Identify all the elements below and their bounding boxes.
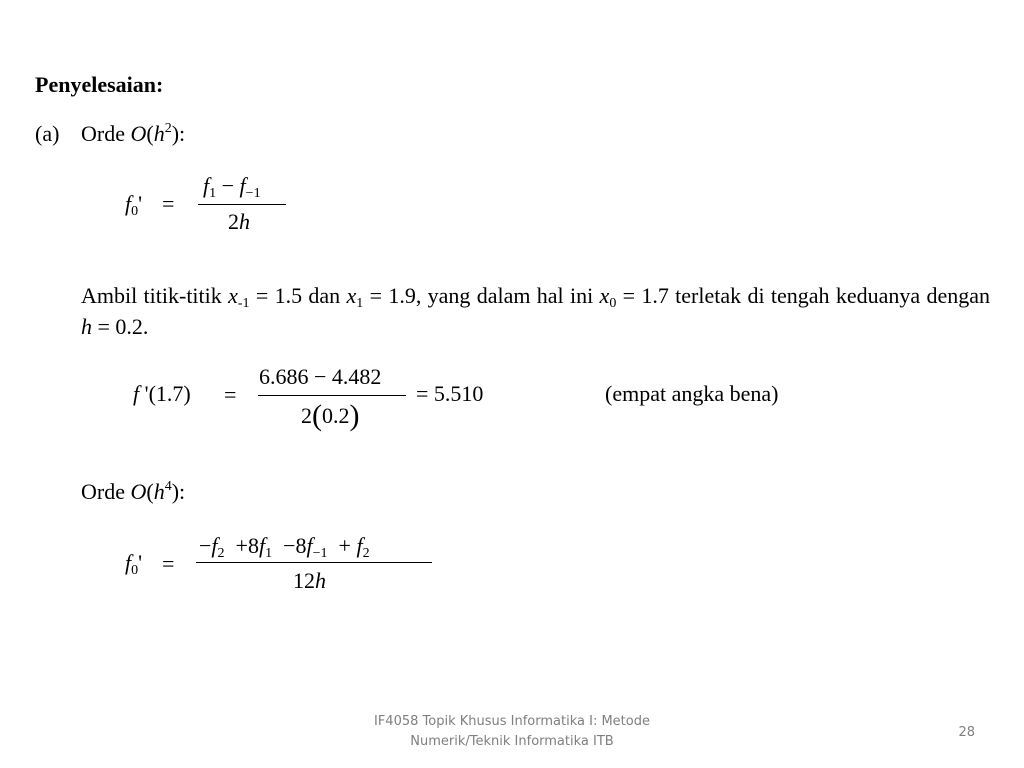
formula3-fraction-bar	[196, 562, 432, 563]
formula3-numerator: $-f_2 +8f_1 -8f_{-1} + f_2$	[199, 533, 370, 561]
footer-line-2: Numerik/Teknik Informatika ITB	[410, 734, 614, 749]
formula2-denominator: 2(0.2)	[301, 399, 360, 432]
formula2-fraction-bar	[258, 395, 406, 396]
formula3-lhs: $f_0'$	[125, 550, 143, 578]
formula2-note: (empat angka bena)	[605, 381, 779, 406]
order-h4-title: Orde $O(h^4)$:	[81, 479, 186, 504]
heading: Penyelesaian:	[35, 72, 164, 97]
formula2-result: = 5.510	[416, 381, 484, 406]
footer-line-1: IF4058 Topik Khusus Informatika I: Metode	[374, 714, 650, 729]
formula1-lhs: $f_0'$	[125, 191, 143, 219]
formula3-denominator: 12h	[293, 568, 326, 593]
page-number: 28	[958, 725, 975, 740]
paragraph-points: Ambil titik-titik $x_{-1} = 1.5$ dan $x_1 = 1.9$, yang dalam hal ini $x_0 = 1.7$ terletak di tengah keduanya dengan h = 0.2.	[81, 283, 991, 339]
slide-footer	[350, 712, 674, 752]
formula1-numerator: $f_1 - f_{-1}$	[203, 173, 261, 201]
formula1-equals: =	[162, 191, 175, 216]
part-a-label: (a)	[35, 121, 60, 146]
order-h2-title: Orde $O(h^2)$:	[81, 121, 186, 146]
formula3-equals: =	[162, 551, 175, 576]
formula2-equals: =	[224, 382, 237, 407]
formula1-denominator: 2h	[228, 209, 250, 234]
formula2-lhs: f '(1.7)	[133, 381, 191, 406]
formula1-fraction-bar	[198, 204, 286, 205]
formula2-numerator: 6.686 − 4.482	[259, 364, 382, 389]
